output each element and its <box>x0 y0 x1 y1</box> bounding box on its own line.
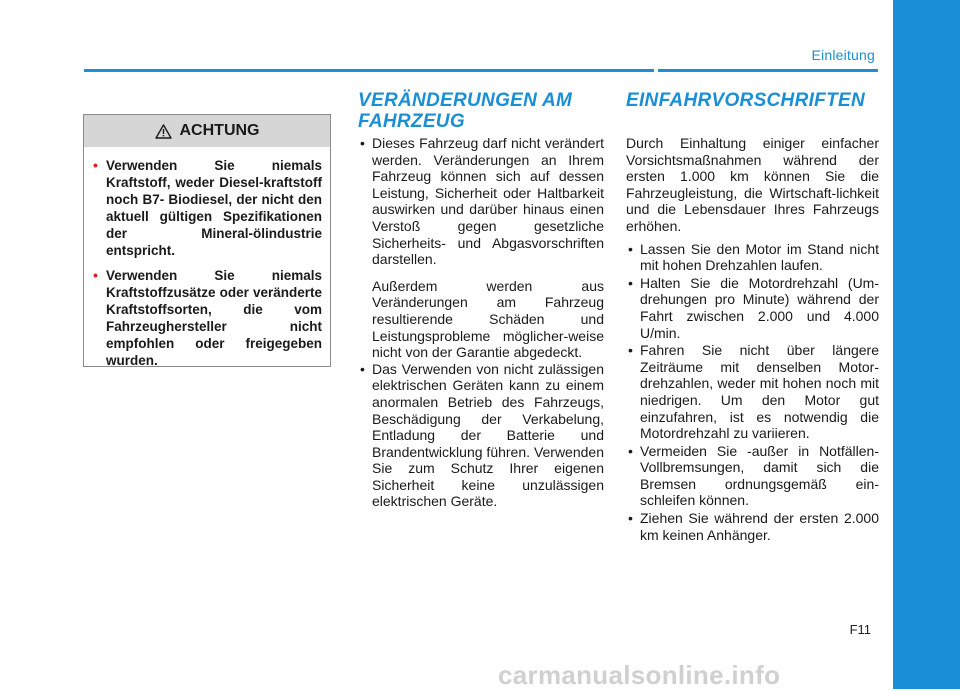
bullet-icon: • <box>628 510 633 527</box>
break-in-column <box>626 135 879 544</box>
warning-item <box>92 157 322 259</box>
list-item-text: Vermeiden Sie -außer in Notfällen- Vollbremsungen, damit sich die Bremsen ordnungsgemäß ein-schleifen können. <box>640 442 879 509</box>
bullet-icon: • <box>93 267 98 283</box>
list-item-text: Fahren Sie nicht über längere Zeiträume mit denselben Motor-drehzahlen, weder mit hohen noch mit niedrigen. Um den Motor gut einzufahren, ist es notwendig die Motordrehzahl zu variieren. <box>640 342 879 442</box>
bullet-icon: • <box>628 274 633 291</box>
chapter-side-tab <box>893 0 960 689</box>
list-item <box>626 241 879 274</box>
list-item-text: Lassen Sie den Motor im Stand nicht mit hohen Drehzahlen laufen. <box>640 240 879 274</box>
section-heading-break-in: EINFAHRVORSCHRIFTEN <box>626 90 865 111</box>
warning-title: ACHTUNG <box>179 122 260 139</box>
warning-box <box>83 114 331 367</box>
header-rule <box>84 69 654 72</box>
warning-header <box>84 115 330 147</box>
list-item <box>358 135 604 268</box>
list-item <box>626 342 879 442</box>
modifications-column <box>358 135 604 510</box>
paragraph: Außerdem werden aus Veränderungen am Fahrzeug resultierende Schäden und Leistungsprobleme möglicher-weise nicht von der Garantie abgedeckt. <box>372 277 604 361</box>
bullet-icon: • <box>360 135 365 151</box>
warning-item <box>92 267 322 369</box>
bullet-icon: • <box>628 240 633 257</box>
watermark: carmanualsonline.info <box>498 660 781 690</box>
warning-list <box>84 147 330 369</box>
section-heading-modifications: VERÄNDERUNGEN AM FAHRZEUG <box>358 90 573 132</box>
list-item <box>626 275 879 341</box>
list-item-text: Dieses Fahrzeug darf nicht verändert werden. Veränderungen an Ihrem Fahrzeug können sich auf dessen Leistung, Sicherheit oder Haltbarkeit auswirken und darüber hinaus einen Verstoß gegen gesetzliche Sicherheits- und Abgasvorschriften darstellen. <box>372 135 604 268</box>
warning-triangle-icon <box>155 124 172 139</box>
list-item-text: Ziehen Sie während der ersten 2.000 km keinen Anhänger. <box>640 510 879 543</box>
list-item <box>358 361 604 510</box>
list-item-text: Das Verwenden von nicht zulässigen elektrischen Geräten kann zu einem anormalen Betrieb des Fahrzeugs, Beschädigung der Verkabelung, Entladung der Batterie und Brandentwicklung führen. Verwenden Sie zum Schutz Ihrer eigenen Sicherheit keine unzulässigen elektrischen Geräte. <box>372 360 604 510</box>
list-item <box>626 510 879 543</box>
warning-item-text: Verwenden Sie niemals Kraftstoff, weder Diesel-kraftstoff noch B7- Biodiesel, der nicht den aktuell gültigen Spezifikationen der Mineral-ölindustrie entspricht. <box>106 158 322 258</box>
bullet-icon: • <box>628 342 633 359</box>
break-in-list <box>626 241 879 544</box>
bullet-icon: • <box>360 360 365 377</box>
bullet-icon: • <box>628 442 633 459</box>
list-item-text: Halten Sie die Motordrehzahl (Um-drehungen pro Minute) während der Fahrt zwischen 2.000 und 4.000 U/min. <box>640 274 879 341</box>
bullet-icon: • <box>93 157 98 173</box>
chapter-title: Einleitung <box>811 47 875 63</box>
page-number: F11 <box>849 622 871 637</box>
header-rule-right <box>658 69 878 72</box>
warning-item-text: Verwenden Sie niemals Kraftstoffzusätze oder veränderte Kraftstoffsorten, die vom Fahrzeughersteller nicht empfohlen oder freigegeben wurden. <box>106 268 322 368</box>
list-item <box>626 443 879 509</box>
intro-paragraph: Durch Einhaltung einiger einfacher Vorsichtsmaßnahmen während der ersten 1.000 km können Sie die Fahrzeugleistung, die Wirtschaft-lichkeit und die Lebensdauer Ihres Fahrzeugs erhöhen. <box>626 135 879 234</box>
